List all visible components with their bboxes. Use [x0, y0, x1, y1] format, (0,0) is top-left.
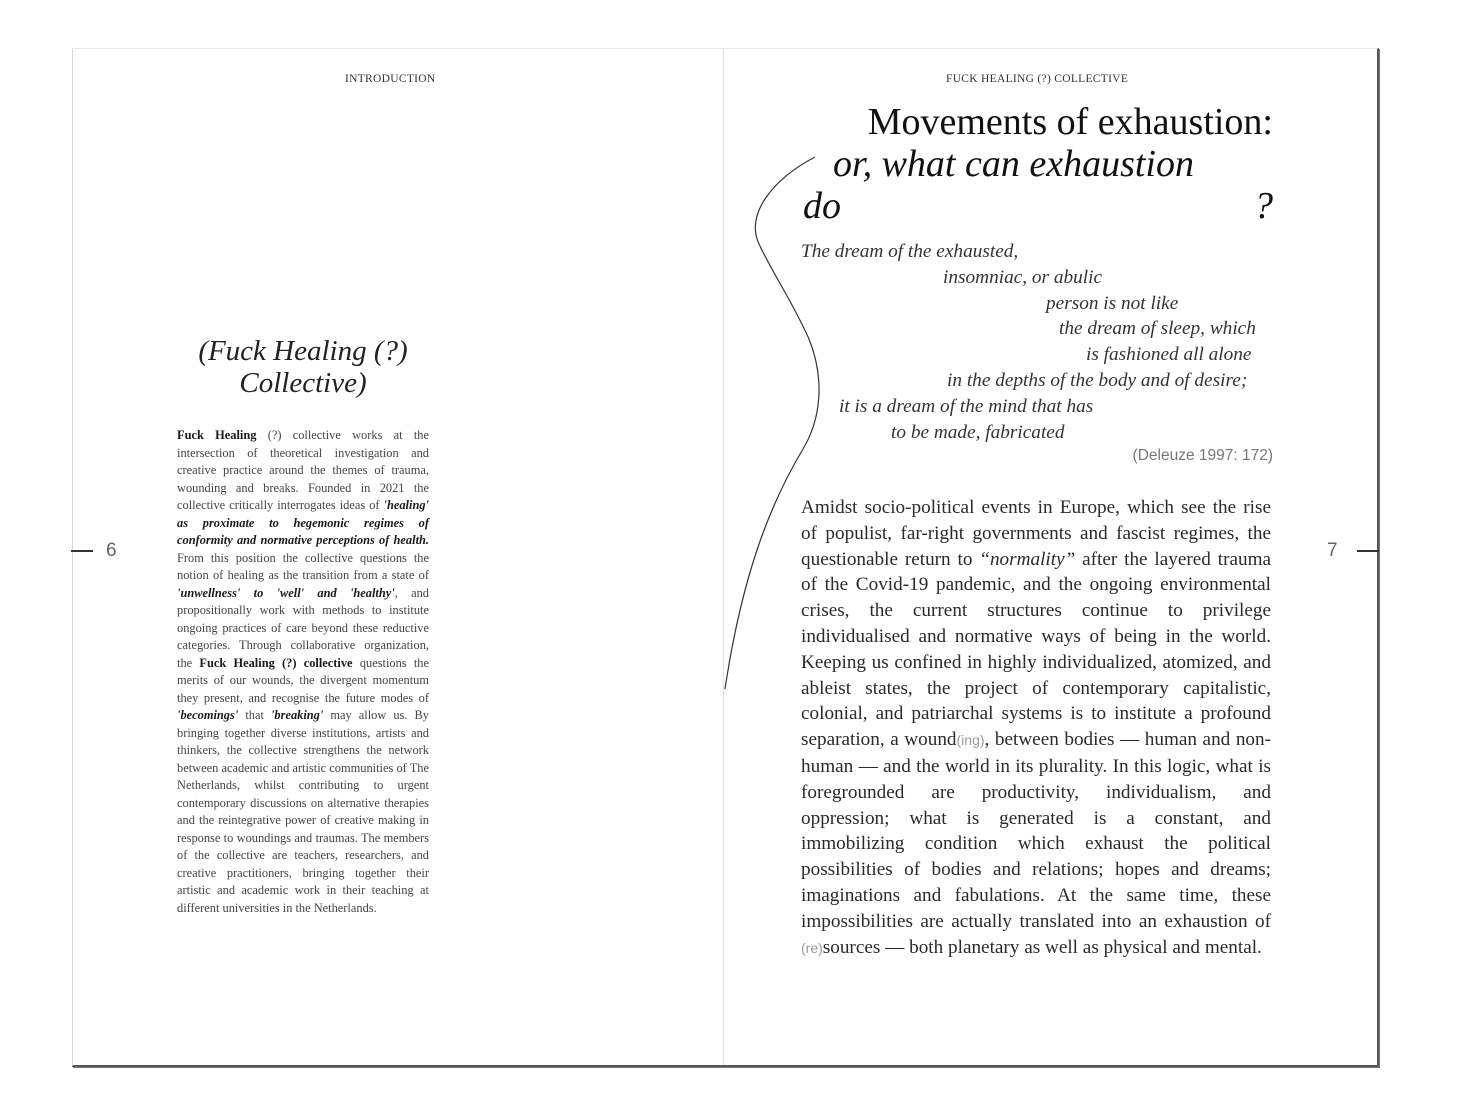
- book-spread: [72, 48, 1379, 1067]
- emphasis-segment: 'healing' as proximate to hegemonic regimes of conformity and normative perceptions of health.: [177, 498, 429, 547]
- left-page-number: 6: [106, 540, 117, 561]
- collective-name-bold: Fuck Healing: [177, 428, 257, 442]
- quote-citation: (Deleuze 1997: 172): [1132, 447, 1273, 464]
- collective-name-bold: Fuck Healing (?) collective: [199, 655, 353, 670]
- quote-line: insomniac, or abulic: [943, 266, 1103, 288]
- parenthetical-re: (re): [801, 939, 823, 956]
- heading-line3-word: do: [803, 185, 841, 227]
- epigraph-quote: [801, 239, 1273, 445]
- right-page-number: 7: [1327, 540, 1338, 561]
- right-running-head: FUCK HEALING (?) COLLECTIVE: [946, 73, 1129, 85]
- body-segment: Amidst socio-political events in Europe, which see the rise of populist, far-right governments and fascist regimes, the questionable return to: [801, 497, 1271, 570]
- body-segment: after the layered trauma of the Covid-19 pandemic, and the ongoing environmental crises, the current structures continue to privilege individualised and normative ways of being in the world. Keeping us confined in highly individualized, atomized, and ableist states, the project of contemporary capitalistic, colonial, and patriarchal systems is to institute a profound separation, a wound: [801, 548, 1272, 751]
- quote-line: in the depths of the body and of desire;: [947, 369, 1248, 391]
- emphasis-segment: 'unwellness' to 'well' and 'healthy': [177, 585, 395, 600]
- heading-question-mark: ?: [1254, 185, 1273, 227]
- left-title-line1: (Fuck Healing (?): [198, 335, 408, 367]
- quote-line: The dream of the exhausted,: [801, 241, 1019, 262]
- body-segment: that: [245, 708, 264, 722]
- emphasis-segment: 'becomings': [177, 708, 239, 722]
- left-running-head: INTRODUCTION: [345, 73, 436, 85]
- body-segment: may allow us. By bringing together diverse institutions, artists and thinkers, the collective strengthens the network between academic and artistic communities of The Netherlands, whilst contributing to urgent contemporary discussions on alternative therapies and the reintegrative power of creative making in response to woundings and traumas. The members of the collective are teachers, researchers, and creative practitioners, bringing together their artistic and academic work in their teaching at different universities in the Netherlands.: [177, 708, 429, 915]
- body-segment: sources — both planetary as well as physical and mental.: [822, 936, 1262, 958]
- body-segment: From this position the collective questions the notion of healing as the transition from a state of: [177, 550, 429, 582]
- quote-line: it is a dream of the mind that has: [839, 395, 1094, 417]
- body-segment: (?) collective works at the intersection of theoretical investigation and creative practice around the themes of trauma, wounding and breaks. Founded in 2021 the collective critically interrogates ideas of: [177, 428, 429, 512]
- body-segment: , between bodies — human and non-human — and the world in its plurality. In this logic, what is foregrounded are productivity, individualism, and oppression; what is generated is a constant, and immobilizing condition which exhaust the political possibilities of bodies and relations; hopes and dreams; imaginations and fabulations. At the same time, these impossibilities are actually translated into an exhaustion of: [801, 729, 1271, 932]
- quote-line: the dream of sleep, which: [1059, 318, 1256, 340]
- heading-line2: or, what can exhaustion: [833, 143, 1194, 185]
- main-body-text: [801, 495, 1271, 961]
- article-heading: [803, 101, 1273, 227]
- heading-line1: Movements of exhaustion:: [867, 101, 1273, 143]
- parenthetical-ing: (ing): [956, 732, 985, 749]
- emphasis-segment: 'breaking': [270, 708, 324, 722]
- emphasis-segment: “normality”: [979, 548, 1076, 570]
- heading-line3: [803, 185, 1273, 227]
- body-segment: questions the merits of our wounds, the divergent momentum they present, and recognise the future modes of: [177, 655, 429, 705]
- left-title-line2: Collective): [239, 367, 367, 399]
- quote-line: is fashioned all alone: [1086, 344, 1252, 366]
- quote-line: person is not like: [1046, 292, 1179, 314]
- quote-line: to be made, fabricated: [891, 421, 1065, 443]
- body-segment: , and propositionally work with methods to institute ongoing practices of care beyond these reductive categories. Through collaborative organization, the: [177, 585, 429, 670]
